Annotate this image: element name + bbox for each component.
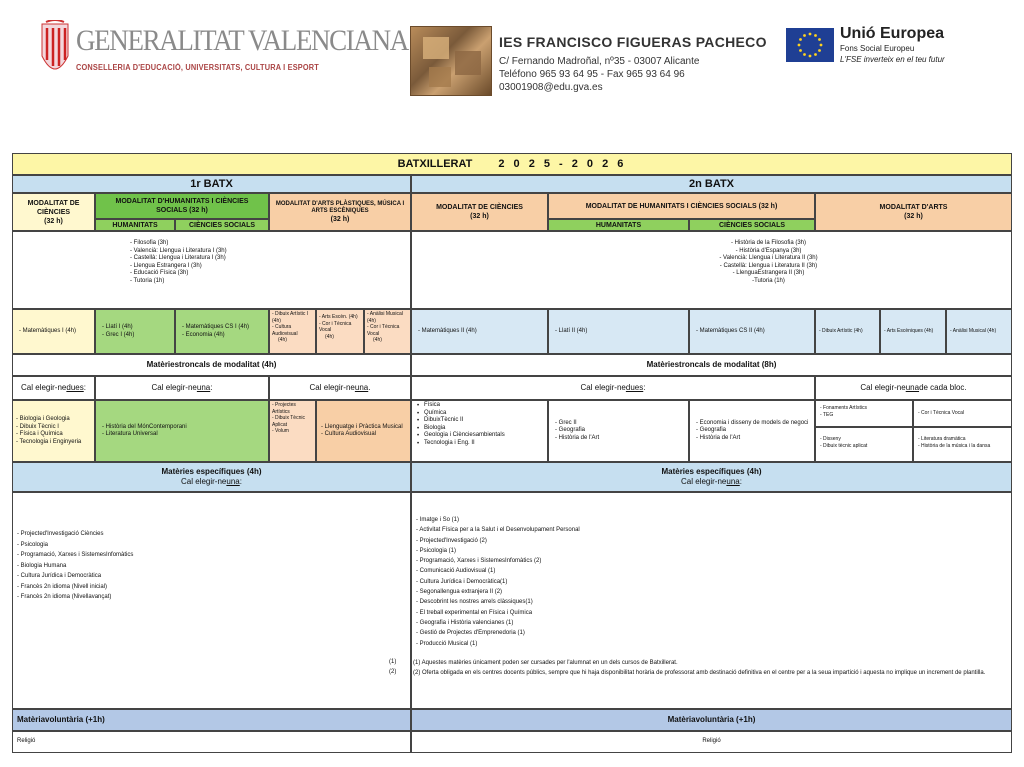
list-item: - Descobrint les nostres arrels clàssiques(1)	[416, 599, 533, 606]
list-item: - Geografia i Història valencianes (1)	[416, 619, 514, 626]
list-item: - Francès 2n idioma (Nivellavançat)	[17, 594, 112, 600]
first-common-subjects	[12, 231, 411, 309]
title-label: BATXILLERAT	[397, 157, 473, 170]
second-opt-hum: - Grec II - Geografia - Història de l'Art	[548, 400, 689, 462]
first-choose-una-arts: Cal elegir-ne una .	[269, 376, 411, 400]
list-item: - Valencià: Llengua i Literatura II (3h)	[719, 255, 818, 261]
second-opt-cien: Física Química DibuixTècnic II Biologia Geologia i Ciènciesambientals Tecnologia i Eng. II • • • • • •	[411, 400, 548, 462]
second-opt-art-b: - Cor i Tècnica Vocal	[913, 400, 1012, 427]
school-phone: Teléfono 965 93 64 95 - Fax 965 93 64 96	[499, 69, 685, 80]
first-opt-art1: - Projectes Artístics - Dibuix Tècnic Aplicat - Volum	[269, 400, 316, 462]
list-item: - Història d'Espanya (3h)	[735, 247, 802, 254]
second-sub-hum: HUMANITATS	[548, 219, 689, 231]
second-mat-cien: - Matemàtiques II (4h)	[411, 309, 548, 354]
second-mat-cs: - Matemàtiques CS II (4h)	[689, 309, 815, 354]
list-item: - Francès 2n idioma (Nivell inicial)	[17, 583, 108, 590]
list-item: - Castellà: Llengua i Literatura II (3h)	[719, 262, 818, 269]
school-email: 03001908@edu.gva.es	[499, 82, 603, 93]
second-religio: Religió	[411, 731, 1012, 753]
first-mod-hum: MODALITAT D'HUMANITATS I CIÈNCIES SOCIALS (32 h)	[95, 193, 269, 219]
second-mat-art3: - Anàlisi Musical (4h)	[946, 309, 1012, 354]
second-espec: Matèries específiques (4h) Cal elegir-neuna:	[411, 462, 1012, 492]
list-item: - Història de la Filosofia (3h)	[730, 240, 807, 246]
first-sub-hum: HUMANITATS	[95, 219, 175, 231]
list-item: - Cultura Jurídica i Democràtica	[17, 573, 102, 579]
footnote-2: (2) Oferta obligada en els centres docents públics, sempre que hi haja disponibilitat horària de professorat amb destinació definitiva en el centre per a la seua impartició i aquesta no implique un increment de plantilla.	[413, 670, 986, 676]
school-address: C/ Fernando Madroñal, nº35 - 03007 Alicante	[499, 56, 700, 67]
eu-title: Unió Europea	[840, 25, 945, 42]
list-item: - LlenguaEstrangera II (3h)	[732, 270, 805, 276]
second-mat-art1: - Dibuix Artístic (4h)	[815, 309, 880, 354]
first-mat-art3: - Anàlisi Musical (4h) - Cor i Tècnica Vocal (4h)	[364, 309, 411, 354]
list-item: - Gestió de Projectes d'Emprenedoria (1)	[416, 630, 525, 637]
list-item: - Programació, Xarxes i SistemesInfomàtics (2)	[416, 558, 542, 565]
list-item: - Llengua Estrangera I (3h)	[130, 262, 202, 269]
first-mat-art2: - Arts Escèn. (4h) - Cor i Tècnica Vocal (4h)	[316, 309, 364, 354]
gv-subtitle: CONSELLERIA D'EDUCACIÓ, UNIVERSITATS, CULTURA I ESPORT	[76, 63, 319, 72]
second-opt-art-c: - Disseny - Dibuix tècnic aplicat	[815, 427, 913, 462]
second-volunt: Matèriavoluntària (+1h)	[411, 709, 1012, 731]
list-item: - Projected'Investigació Ciències	[17, 531, 104, 537]
list-item: - Filosofia (3h)	[130, 240, 169, 246]
second-sub-cs: CIÈNCIES SOCIALS	[689, 219, 815, 231]
first-sub-cs: CIÈNCIES SOCIALS	[175, 219, 269, 231]
first-mat-cs: - Matemàtiques CS I (4h) - Economia (4h)	[175, 309, 269, 354]
second-mod-ciencies: MODALITAT DE CIÈNCIES (32 h)	[411, 193, 548, 231]
second-espec-list	[411, 492, 1012, 709]
first-troncals: Matèriestroncals de modalitat (4h)	[12, 354, 411, 376]
first-choose-una: Cal elegir-ne una :	[95, 376, 269, 400]
second-opt-art-d: - Literatura dramàtica - Història de la música i la dansa	[913, 427, 1012, 462]
second-year-heading: 2n BATX	[411, 175, 1012, 193]
first-opt-cien: - Biologia i Geologia - Dibuix Tècnic I - Física i Química - Tecnologia i Enginyeria	[12, 400, 95, 462]
first-year-heading: 1r BATX	[12, 175, 411, 193]
gv-logo	[38, 18, 408, 88]
first-mod-arts: MODALITAT D'ARTS PLÀSTIQUES, MÚSICA I ARTS ESCÈNIQUES (32 h)	[269, 193, 411, 231]
eu-flag-icon	[786, 28, 834, 62]
first-volunt: Matèriavoluntària (+1h)	[12, 709, 411, 731]
list-item: - Segonallengua extranjera II (2)	[416, 589, 503, 596]
list-item: - Biologia Humana	[17, 562, 67, 569]
list-item: - Valencià: Llengua i Literatura I (3h)	[130, 247, 227, 254]
second-mod-arts: MODALITAT D'ARTS (32 h)	[815, 193, 1012, 231]
school-name: IES FRANCISCO FIGUERAS PACHECO	[499, 34, 767, 50]
first-espec-list	[12, 492, 411, 709]
eu-fund: Fons Social Europeu	[840, 44, 915, 53]
list-item: - Programació, Xarxes i SistemesInfomàtics	[17, 552, 134, 558]
note-marker-1: (1)	[389, 659, 397, 665]
school-logo	[410, 26, 492, 96]
list-item: - Imatge i So (1)	[416, 517, 460, 523]
second-troncals: Matèriestroncals de modalitat (8h)	[411, 354, 1012, 376]
bullet-icons: • • • • • •	[417, 403, 420, 447]
list-item: - Cultura Jurídica i Democràtica(1)	[416, 578, 508, 585]
gv-shield-icon	[38, 20, 72, 84]
footnote-1: (1) Aquestes matèries únicament poden ser cursades per l'alumnat en un dels cursos de Batxillerat.	[413, 660, 678, 666]
table-title	[12, 153, 1012, 175]
first-opt-hum: - Història del MónContemporani - Literatura Universal	[95, 400, 269, 462]
title-year: 2 0 2 5 - 2 0 2 6	[498, 157, 627, 170]
first-choose-dues: Cal elegir-ne dues :	[12, 376, 95, 400]
list-item: - Comunicació Audiovisual (1)	[416, 568, 496, 575]
first-mod-ciencies: MODALITAT DE CIÈNCIES (32 h)	[12, 193, 95, 231]
second-choose-una: Cal elegir-ne una de cada bloc.	[815, 376, 1012, 400]
list-item: -Tutoria (1h)	[752, 277, 785, 284]
list-item: - Tutoria (1h)	[130, 277, 165, 284]
second-opt-art-a: - Fonaments Artístics - TEG	[815, 400, 913, 427]
note-marker-2: (2)	[389, 669, 397, 675]
first-mat-art1: - Dibuix Artístic I (4h) - Cultura Audiovisual (4h)	[269, 309, 316, 354]
list-item: - El treball experimental en Física i Química	[416, 609, 533, 616]
list-item: - Producció Musical (1)	[416, 640, 478, 647]
second-mat-art2: - Arts Escèniques (4h)	[880, 309, 946, 354]
list-item: - Projected'Investigació (2)	[416, 537, 487, 544]
eu-motto: L'FSE inverteix en el teu futur	[840, 55, 945, 64]
list-item: - Psicologia (1)	[416, 547, 457, 554]
first-mat-hum: - Llatí I (4h) - Grec I (4h)	[95, 309, 175, 354]
list-item: - Educació Física (3h)	[130, 270, 189, 276]
first-espec: Matèries específiques (4h) Cal elegir-neuna:	[12, 462, 411, 492]
list-item: - Castellà: Llengua i Literatura I (3h)	[130, 255, 226, 261]
second-choose-dues: Cal elegir-ne dues :	[411, 376, 815, 400]
second-opt-cs: - Economia i disseny de models de negoci - Geografia - Història de l'Art	[689, 400, 815, 462]
list-item: - Psicologia	[17, 541, 49, 548]
second-common-subjects	[411, 231, 1012, 309]
second-mod-hum: MODALITAT DE HUMANITATS I CIÈNCIES SOCIALS (32 h)	[548, 193, 815, 219]
gv-title: GENERALITAT VALENCIANA	[76, 24, 408, 57]
first-opt-art2: - Llenguatge i Pràctica Musical - Cultura Audiovisual	[316, 400, 411, 462]
list-item: - Activitat Física per a la Salut i el Desenvolupament Personal	[416, 527, 580, 534]
first-religio: Religió	[12, 731, 411, 753]
first-mat-cien: - Matemàtiques I (4h)	[12, 309, 95, 354]
second-mat-hum: - Llatí II (4h)	[548, 309, 689, 354]
